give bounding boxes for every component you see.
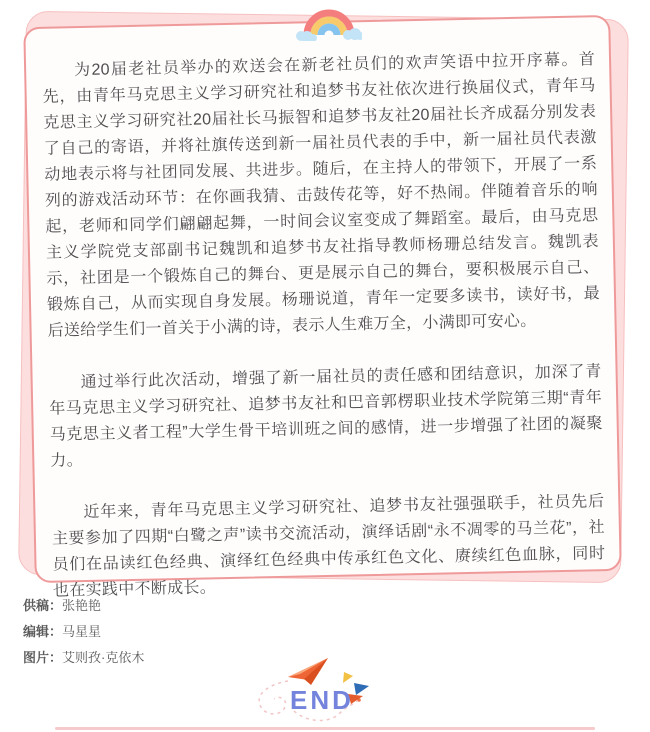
credit-value: 马星星 — [62, 624, 102, 639]
article-paragraph: 为20届老社员举办的欢送会在新老社员们的欢声笑语中拉开序幕。首先，由青年马克思主义学习研究社和追梦书友社依次进行换届仪式，青年马克思主义学习研究社20届社长马振智和追梦书友社20届社长齐成磊分别发表了自己的寄语，并将社旗传送到新一届社员代表的手中，新一届社员代表激动地表示将与社团同发展、共进步。随后，在主持人的带领下，开展了一系列的游戏活动环节：在你画我猜、击鼓传花等，好不热闹。伴随着音乐的响起，老师和同学们翩翩起舞，一时间会议室变成了舞蹈室。最后，由马克思主义学院党支部副书记魏凯和追梦书友社指导教师杨珊总结发言。魏凯表示，社团是一个锻炼自己的舞台、更是展示自己的舞台，要积极展示自己、锻炼自己，从而实现自身发展。杨珊说道，青年一定要多读书，读好书，最后送给学生们一首关于小满的诗，表示人生难万全，小满即可安心。 — [42, 51, 601, 340]
article-body — [25, 17, 620, 605]
article-paragraph: 通过举行此次活动，增强了新一届社员的责任感和团结意识，加深了青年马克思主义学习研究社、追梦书友社和巴音郭楞职业技术学院第三期“青年马克思主义者工程”大学生骨干培训班之间的感情，进一步增强了社团的凝聚力。 — [49, 363, 603, 470]
credit-label: 编辑： — [23, 624, 63, 639]
credit-value: 艾则孜·克依木 — [62, 650, 145, 665]
end-label: END — [290, 685, 354, 715]
credit-label: 供稿： — [23, 598, 63, 613]
credits-block — [23, 593, 144, 671]
credit-row-photo — [23, 645, 144, 671]
end-badge — [238, 655, 418, 731]
credit-row-author — [23, 593, 144, 619]
article-paragraph: 近年来，青年马克思主义学习研究社、追梦书友社强强联手，社员先后主要参加了四期“白鹭之声”读书交流活动，演绎话剧“永不凋零的马兰花”，社员们在品读红色经典、演绎红色经典中传承红色文化、赓续红色血脉，同时也在实践中不断成长。 — [51, 493, 606, 600]
credit-value: 张艳艳 — [62, 598, 102, 613]
paper-plane-icon — [288, 658, 328, 685]
article-frame — [23, 15, 622, 600]
credit-label: 图片： — [23, 650, 63, 665]
credit-row-editor — [23, 619, 144, 645]
rainbow-icon — [296, 5, 362, 41]
